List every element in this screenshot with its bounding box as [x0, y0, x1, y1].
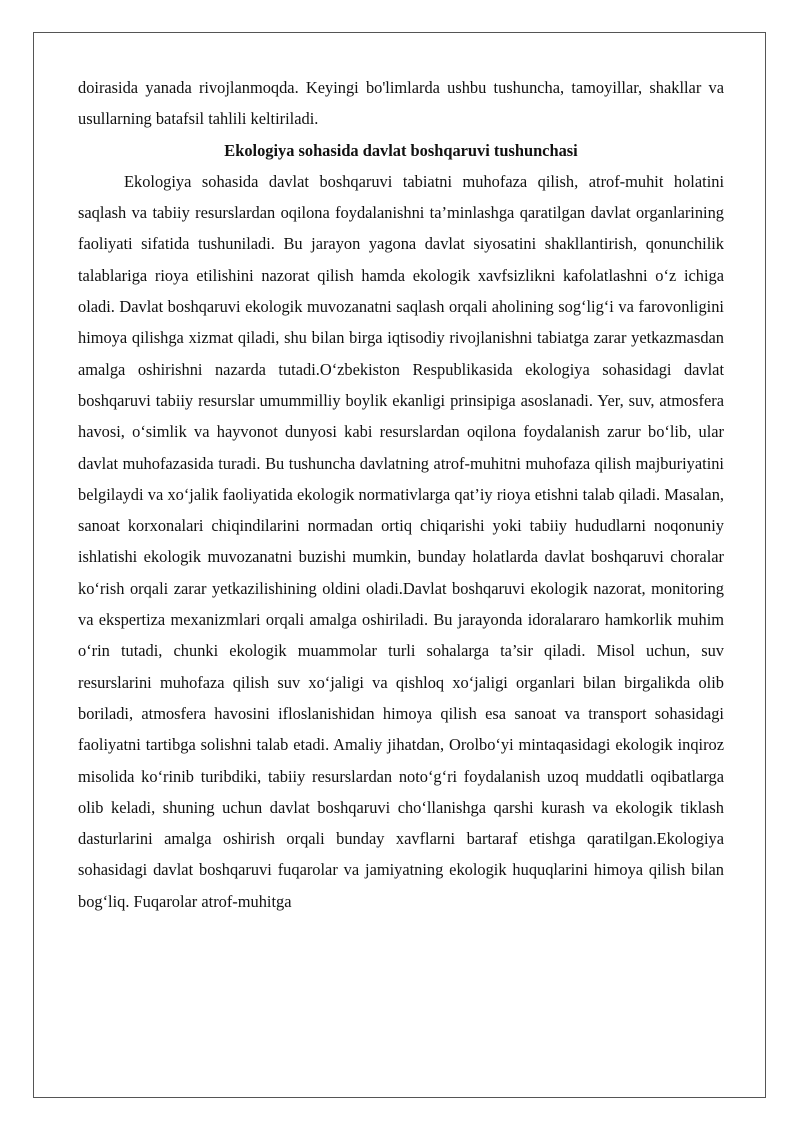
intro-continuation-paragraph: doirasida yanada rivojlanmoqda. Keyingi bo'limlarda ushbu tushuncha, tamoyillar, shakllar va usullarning batafsil tahlili keltiriladi.	[78, 78, 724, 129]
document-body	[78, 72, 724, 917]
body-paragraph: Ekologiya sohasida davlat boshqaruvi tabiatni muhofaza qilish, atrof-muhit holatini saqlash va tabiiy resurslardan oqilona foydalanishni ta’minlashga qaratilgan davlat organlarining faoliyati sifatida tushuniladi. Bu jarayon yagona davlat siyosatini shakllantirish, qonunchilik talablariga rioya etilishini nazorat qilish hamda ekologik xavfsizlikni kafolatlashni o‘z ichiga oladi. Davlat boshqaruvi ekologik muvozanatni saqlash orqali aholining sog‘lig‘i va farovonligini himoya qilishga xizmat qiladi, shu bilan birga iqtisodiy rivojlanishni tabiatga zarar yetkazmasdan amalga oshirishni nazarda tutadi.O‘zbekiston Respublikasida ekologiya sohasidagi davlat boshqaruvi tabiiy resurslar umummilliy boylik ekanligi prinsipiga asoslanadi. Yer, suv, atmosfera havosi, o‘simlik va hayvonot dunyosi kabi resurslardan oqilona foydalanish zarur bo‘lib, ular davlat muhofazasida turadi. Bu tushuncha davlatning atrof-muhitni muhofaza qilish majburiyatini belgilaydi va xo‘jalik faoliyatida ekologik normativlarga qat’iy rioya etishni talab qiladi. Masalan, sanoat korxonalari chiqindilarini normadan ortiq chiqarishi yoki tabiiy hududlarni noqonuniy ishlatishi ekologik muvozanatni buzishi mumkin, bunday holatlarda davlat boshqaruvi choralar ko‘rish orqali zarar yetkazilishining oldini oladi.Davlat boshqaruvi ekologik nazorat, monitoring va ekspertiza mexanizmlari orqali amalga oshiriladi. Bu jarayonda idoralararo hamkorlik muhim o‘rin tutadi, chunki ekologik muammolar turli sohalarga ta’sir qiladi. Misol uchun, suv resurslarini muhofaza qilish suv xo‘jaligi va qishloq xo‘jaligi organlari bilan birgalikda olib boriladi, atmosfera havosini ifloslanishidan himoya qilish esa sanoat va transport sohasidagi faoliyatni tartibga solishni talab etadi. Amaliy jihatdan, Orolbo‘yi mintaqasidagi ekologik inqiroz misolida ko‘rinib turibdiki, tabiiy resurslardan noto‘g‘ri foydalanish uzoq muddatli oqibatlarga olib keladi, shuning uchun davlat boshqaruvi cho‘llanishga qarshi kurash va ekologik tiklash dasturlarini amalga oshirish orqali bunday xavflarni bartaraf etishga qaratilgan.Ekologiya sohasidagi davlat boshqaruvi fuqarolar va jamiyatning ekologik huquqlarini himoya qilish bilan bog‘liq. Fuqarolar atrof-muhitga	[78, 171, 724, 911]
section-heading: Ekologiya sohasida davlat boshqaruvi tushunchasi	[224, 140, 578, 160]
